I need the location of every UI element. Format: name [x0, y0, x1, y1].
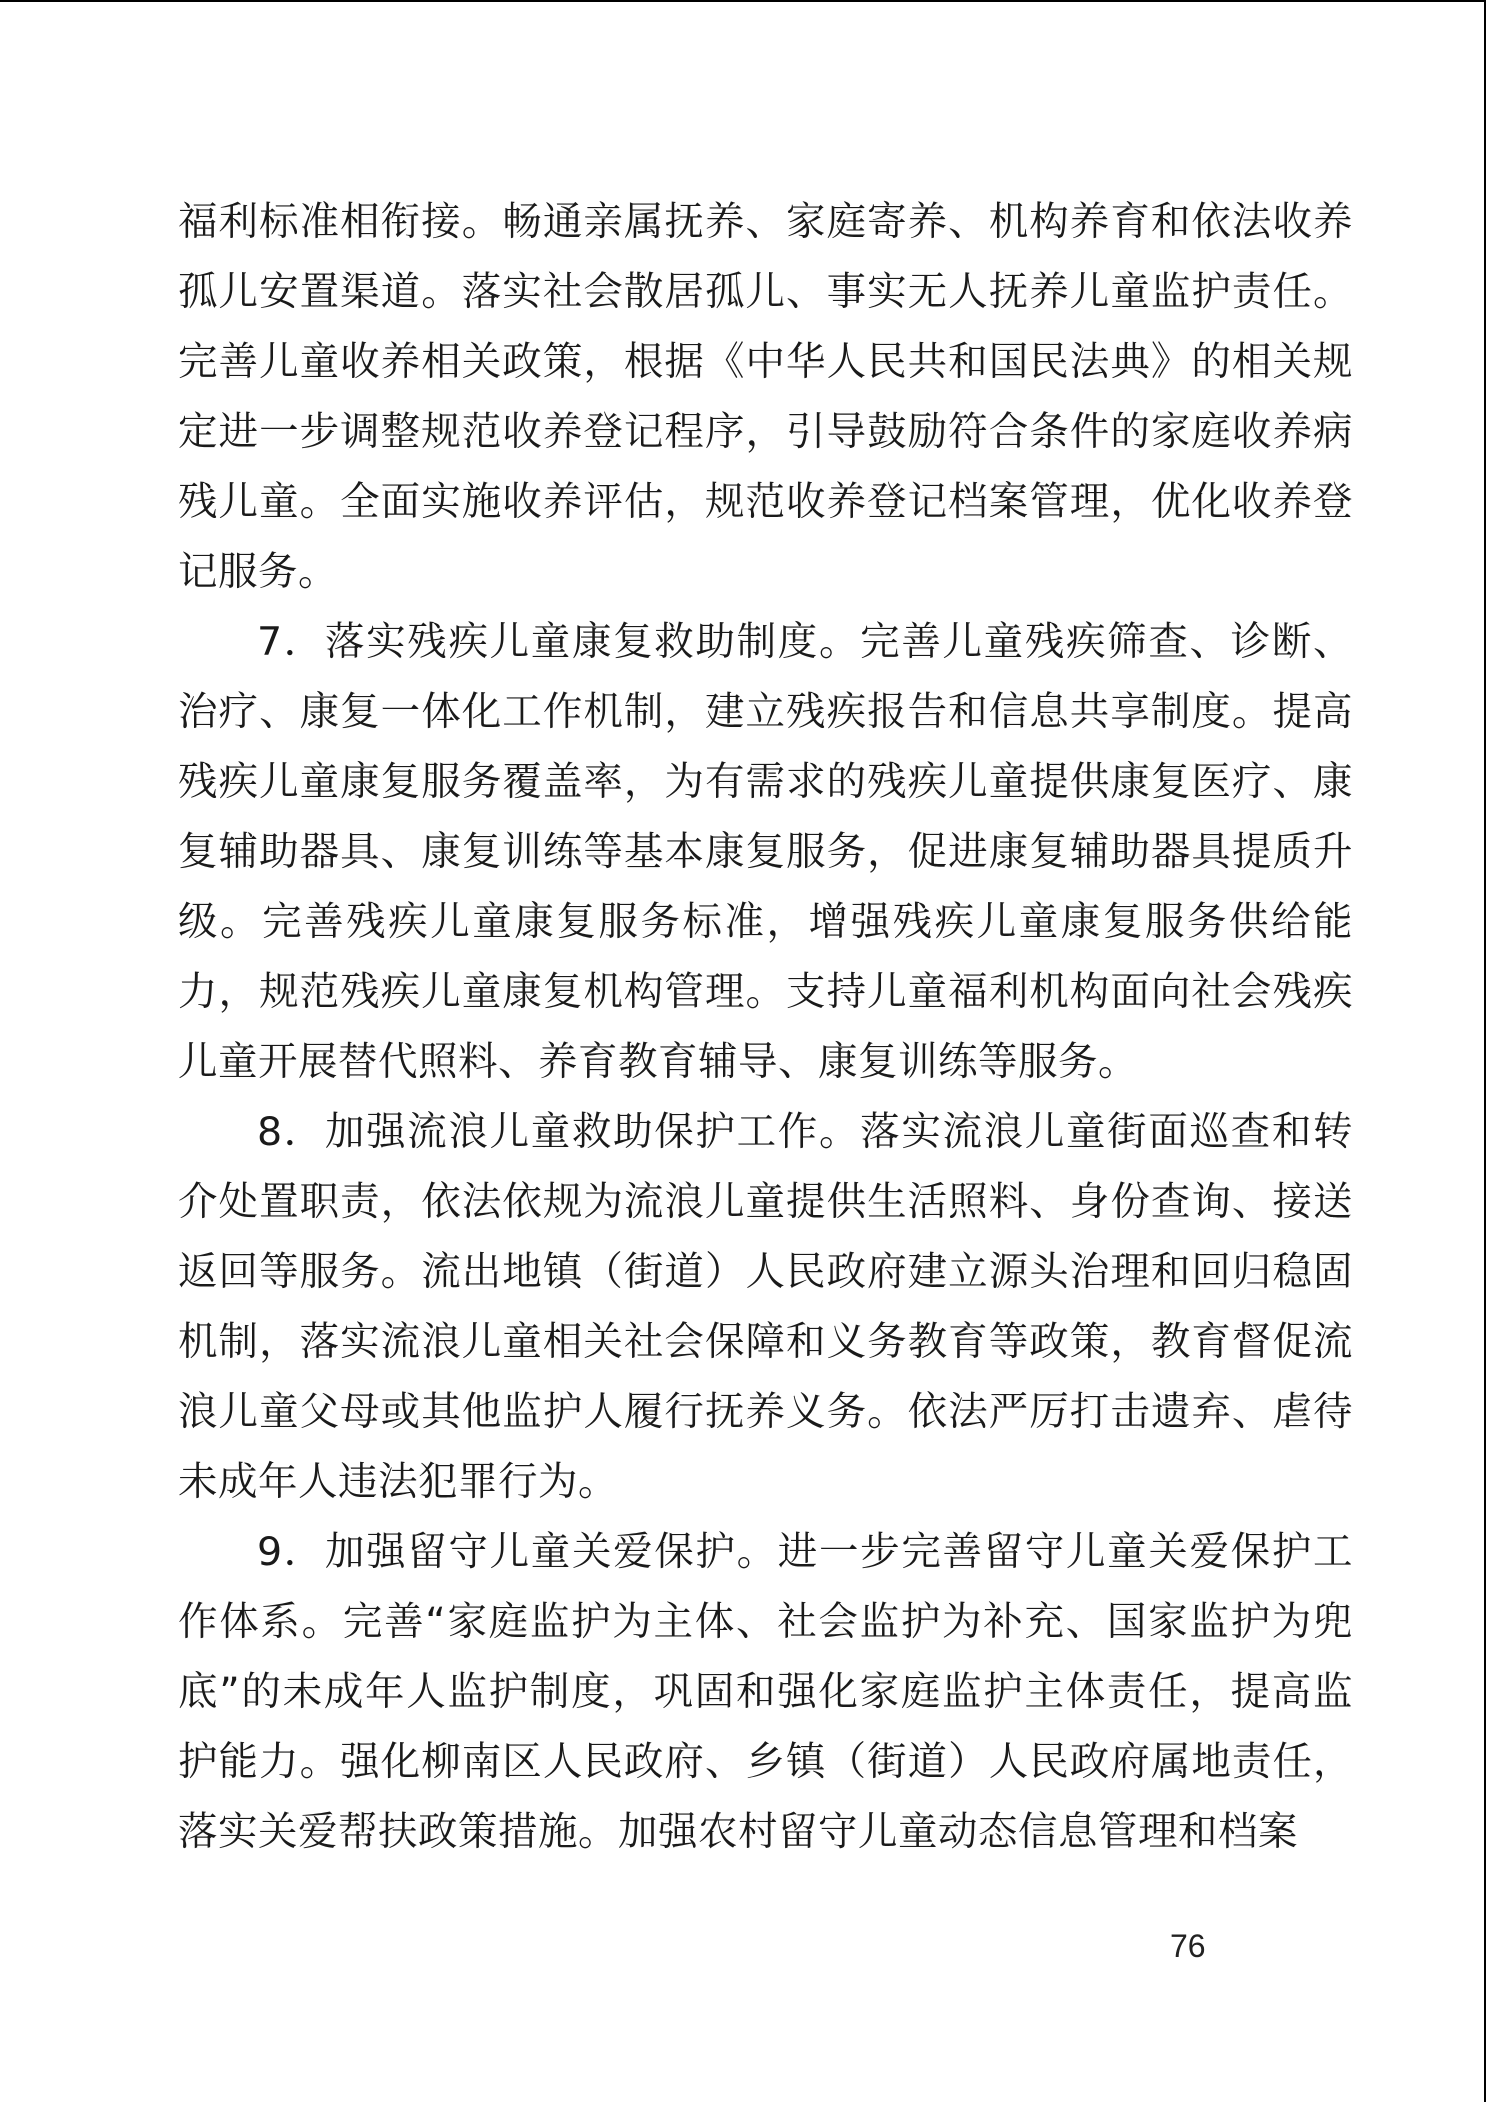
paragraph-item-9: 9．加强留守儿童关爱保护。进一步完善留守儿童关爱保护工作体系。完善“家庭监护为主体、社会监护为补充、国家监护为兜底”的未成年人监护制度，巩固和强化家庭监护主体责任，提高监护能力。强化柳南区人民政府、乡镇（街道）人民政府属地责任，落实关爱帮扶政策措施。加强农村留守儿童动态信息管理和档案 — [178, 1529, 1353, 1855]
page-number: 76 — [1170, 1928, 1206, 1964]
paragraph-continued: 福利标准相衔接。畅通亲属抚养、家庭寄养、机构养育和依法收养孤儿安置渠道。落实社会散居孤儿、事实无人抚养儿童监护责任。完善儿童收养相关政策，根据《中华人民共和国民法典》的相关规定进一步调整规范收养登记程序，引导鼓励符合条件的家庭收养病残儿童。全面实施收养评估，规范收养登记档案管理，优化收养登记服务。 — [178, 199, 1353, 595]
paragraph-item-7: 7．落实残疾儿童康复救助制度。完善儿童残疾筛查、诊断、治疗、康复一体化工作机制，建立残疾报告和信息共享制度。提高残疾儿童康复服务覆盖率，为有需求的残疾儿童提供康复医疗、康复辅助器具、康复训练等基本康复服务，促进康复辅助器具提质升级。完善残疾儿童康复服务标准，增强残疾儿童康复服务供给能力，规范残疾儿童康复机构管理。支持儿童福利机构面向社会残疾儿童开展替代照料、养育教育辅导、康复训练等服务。 — [178, 619, 1353, 1085]
document-body — [178, 187, 1353, 1867]
paragraph-item-8: 8．加强流浪儿童救助保护工作。落实流浪儿童街面巡查和转介处置职责，依法依规为流浪儿童提供生活照料、身份查询、接送返回等服务。流出地镇（街道）人民政府建立源头治理和回归稳固机制，落实流浪儿童相关社会保障和义务教育等政策，教育督促流浪儿童父母或其他监护人履行抚养义务。依法严厉打击遗弃、虐待未成年人违法犯罪行为。 — [178, 1109, 1353, 1505]
